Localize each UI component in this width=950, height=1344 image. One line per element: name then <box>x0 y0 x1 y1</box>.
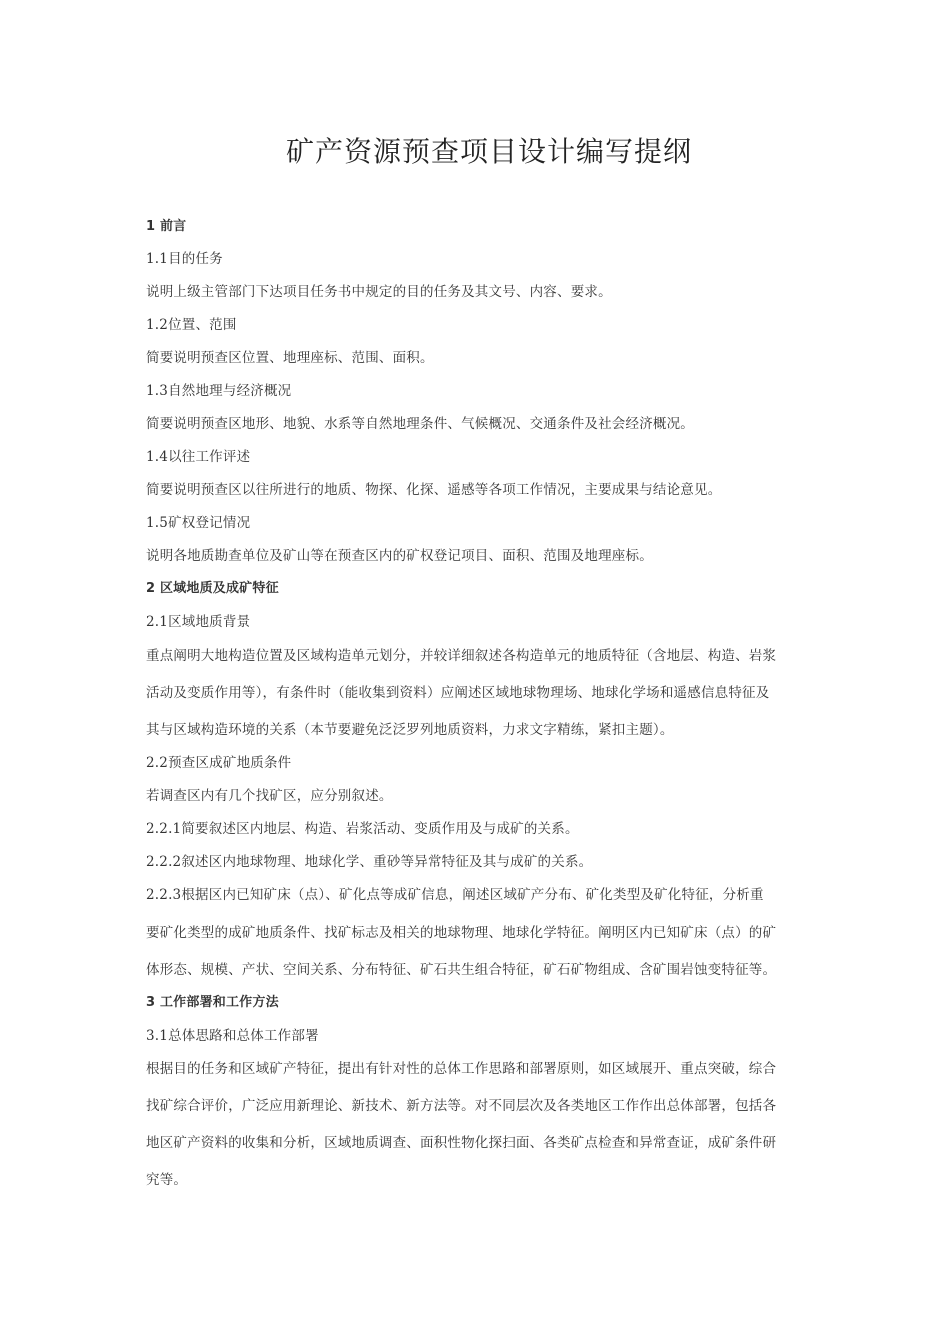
subheading-2-1: 2.1区域地质背景 <box>146 614 251 630</box>
subheading-2-2-2: 2.2.2叙述区内地球物理、地球化学、重砂等异常特征及其与成矿的关系。 <box>146 854 593 870</box>
paragraph-line: 说明各地质勘查单位及矿山等在预查区内的矿权登记项目、面积、范围及地理座标。 <box>146 548 653 564</box>
paragraph-line: 简要说明预查区位置、地理座标、范围、面积。 <box>146 350 434 366</box>
subheading-2-2-1: 2.2.1简要叙述区内地层、构造、岩浆活动、变质作用及与成矿的关系。 <box>146 821 579 837</box>
heading-2: 2 区域地质及成矿特征 <box>146 581 279 596</box>
paragraph-line: 究等。 <box>146 1172 188 1188</box>
subheading-1-4: 1.4以往工作评述 <box>146 449 251 465</box>
heading-3: 3 工作部署和工作方法 <box>146 995 279 1010</box>
paragraph-line: 简要说明预查区地形、地貌、水系等自然地理条件、气候概况、交通条件及社会经济概况。 <box>146 416 694 432</box>
subheading-1-2: 1.2位置、范围 <box>146 317 237 333</box>
paragraph-line: 体形态、规模、产状、空间关系、分布特征、矿石共生组合特征，矿石矿物组成、含矿围岩蚀变特征等。 <box>146 962 777 978</box>
subheading-1-3: 1.3自然地理与经济概况 <box>146 383 292 399</box>
paragraph-line: 根据目的任务和区域矿产特征，提出有针对性的总体工作思路和部署原则，如区域展开、重点突破，综合 <box>146 1061 777 1077</box>
paragraph-line: 重点阐明大地构造位置及区域构造单元划分，并较详细叙述各构造单元的地质特征（含地层、构造、岩浆 <box>146 648 777 664</box>
subheading-1-1: 1.1目的任务 <box>146 251 223 267</box>
subheading-3-1: 3.1总体思路和总体工作部署 <box>146 1028 319 1044</box>
heading-1: 1 前言 <box>146 219 187 234</box>
paragraph-line: 简要说明预查区以往所进行的地质、物探、化探、遥感等各项工作情况，主要成果与结论意见。 <box>146 482 722 498</box>
document-title: 矿产资源预查项目设计编写提纲 <box>285 135 692 168</box>
paragraph-line: 要矿化类型的成矿地质条件、找矿标志及相关的地球物理、地球化学特征。阐明区内已知矿床（点）的矿 <box>146 925 777 941</box>
paragraph-line: 找矿综合评价，广泛应用新理论、新技术、新方法等。对不同层次及各类地区工作作出总体部署，包括各 <box>146 1098 777 1114</box>
subheading-2-2-3: 2.2.3根据区内已知矿床（点）、矿化点等成矿信息，阐述区域矿产分布、矿化类型及矿化特征，分析重 <box>146 887 764 903</box>
subheading-1-5: 1.5矿权登记情况 <box>146 515 251 531</box>
subheading-2-2: 2.2预查区成矿地质条件 <box>146 755 292 771</box>
paragraph-line: 活动及变质作用等），有条件时（能收集到资料）应阐述区域地球物理场、地球化学场和遥感信息特征及 <box>146 685 770 701</box>
paragraph-line: 其与区域构造环境的关系（本节要避免泛泛罗列地质资料，力求文字精练，紧扣主题）。 <box>146 722 674 738</box>
paragraph-line: 地区矿产资料的收集和分析，区域地质调查、面积性物化探扫面、各类矿点检查和异常查证，成矿条件研 <box>146 1135 777 1151</box>
paragraph-line: 说明上级主管部门下达项目任务书中规定的目的任务及其文号、内容、要求。 <box>146 284 612 300</box>
paragraph-line: 若调查区内有几个找矿区，应分别叙述。 <box>146 788 393 804</box>
